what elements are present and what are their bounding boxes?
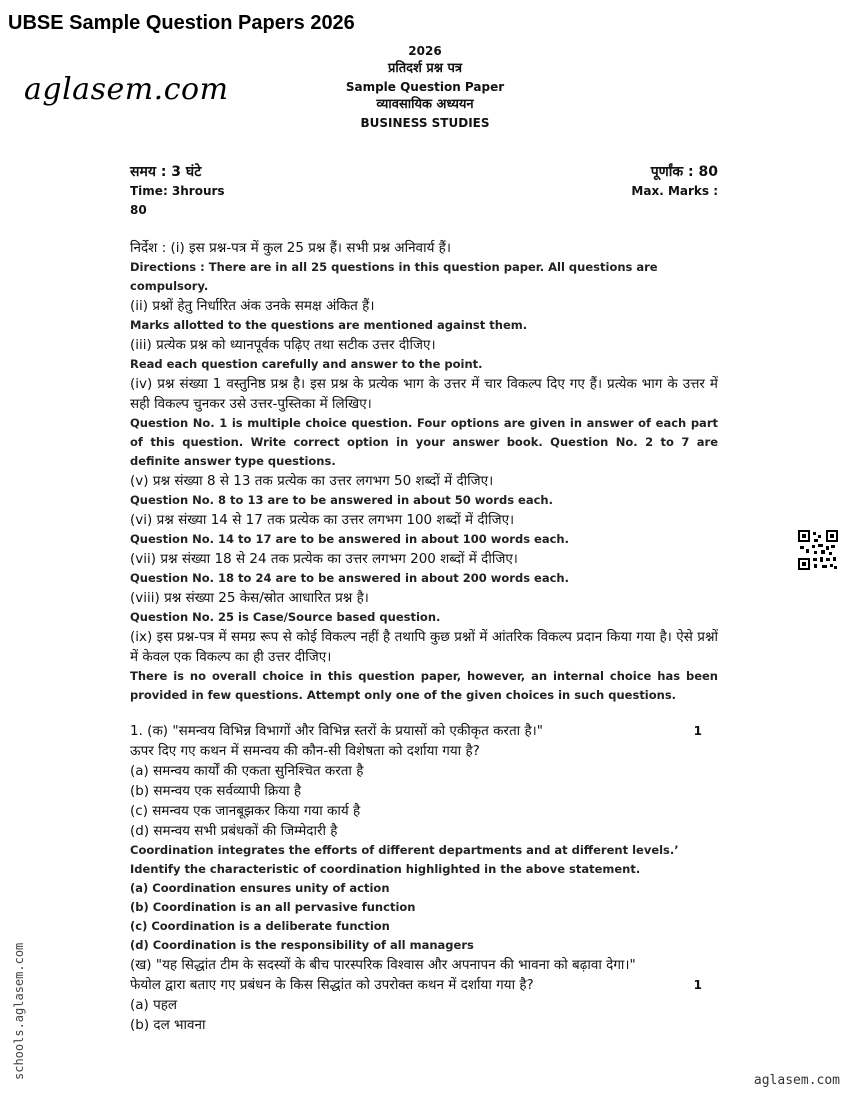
option-hi: (d) समन्वय सभी प्रबंधकों की जिम्मेदारी है [130,823,338,839]
subject-en: BUSINESS STUDIES [360,116,490,130]
direction-en: Marks allotted to the questions are mentioned against them. [130,318,528,332]
aglasem-logo: aglasem.com [24,72,229,107]
time-en: Time: 3hrours [130,184,225,198]
marks-en-value: 80 [130,203,147,217]
direction-en: Question No. 25 is Case/Source based question. [130,610,441,624]
time-hi: समय : 3 घंटे [130,164,202,180]
option-en: (b) Coordination is an all pervasive function [130,900,416,914]
paper-year: 2026 [408,44,442,58]
question-1a [130,721,718,955]
paper-content [130,238,718,1035]
option-hi: (c) समन्वय एक जानबूझकर किया गया कार्य है [130,803,361,819]
side-watermark-text: schools.aglasem.com [12,942,26,1080]
question-stem-hi: 1. (क) "समन्वय विभिन्न विभागों और विभिन्न स्तरों के प्रयासों को एकीकृत करता है।" [130,723,543,739]
question-marks: 1 [693,724,702,738]
question-text-hi: फेयोल द्वारा बताए गए प्रबंधन के किस सिद्धांत को उपरोक्त कथन में दर्शाया गया है? [130,977,534,993]
footer-watermark: aglasem.com [753,1073,840,1088]
question-stem-en: Coordination integrates the efforts of different departments and at different levels.’ [130,843,679,857]
direction-en: Question No. 14 to 17 are to be answered in about 100 words each. [130,532,569,546]
direction-en: Question No. 18 to 24 are to be answered in about 200 words each. [130,571,569,585]
question-text-en: Identify the characteristic of coordination highlighted in the above statement. [130,862,641,876]
paper-header [300,42,550,132]
option-en: (a) Coordination ensures unity of action [130,881,390,895]
direction-en: Read each question carefully and answer to the point. [130,357,483,371]
marks-value-row [130,203,718,217]
paper-title-en: Sample Question Paper [345,80,505,94]
direction-hi: (v) प्रश्न संख्या 8 से 13 तक प्रत्येक का उत्तर लगभग 50 शब्दों में दीजिए। [130,473,494,489]
direction-en: Directions : There are in all 25 questions in this question paper. All questions are compulsory. [130,260,658,293]
time-marks-hi-row [130,162,718,181]
option-hi: (a) समन्वय कार्यों की एकता सुनिश्चित करता है [130,763,364,779]
qr-code-icon[interactable] [798,530,838,570]
direction-hi: (vi) प्रश्न संख्या 14 से 17 तक प्रत्येक का उत्तर लगभग 100 शब्दों में दीजिए। [130,512,515,528]
direction-en: There is no overall choice in this question paper, however, an internal choice has been provided in few questions. Attempt only one of the given choices in such questions. [130,669,718,702]
qr-code-graphic [798,530,838,570]
question-stem-hi: (ख) "यह सिद्धांत टीम के सदस्यों के बीच पारस्परिक विश्वास और अपनापन की भावना को बढ़ावा देगा।" [130,957,636,973]
option-hi: (a) पहल [130,997,178,1013]
marks-en: Max. Marks : [631,184,718,198]
time-marks-en-row [130,184,718,198]
direction-hi: (ii) प्रश्नों हेतु निर्धारित अंक उनके समक्ष अंकित हैं। [130,298,375,314]
option-hi: (b) समन्वय एक सर्वव्यापी क्रिया है [130,783,302,799]
marks-hi: पूर्णांक : 80 [650,164,718,180]
direction-hi: (vii) प्रश्न संख्या 18 से 24 तक प्रत्येक का उत्तर लगभग 200 शब्दों में दीजिए। [130,551,518,567]
directions-section [130,238,718,705]
direction-hi: (ix) इस प्रश्न-पत्र में समग्र रूप से कोई विकल्प नहीं है तथापि कुछ प्रश्नों में आंतरिक विकल्प प्रदान किया गया है। ऐसे प्रश्नों में केवल एक विकल्प का ही उत्तर दीजिए। [130,629,718,665]
option-en: (d) Coordination is the responsibility of all managers [130,938,474,952]
direction-en: Question No. 8 to 13 are to be answered in about 50 words each. [130,493,553,507]
direction-en: Question No. 1 is multiple choice question. Four options are given in answer of each part of this question. Write correct option in your answer book. Question No. 2 to 7 are definite answer type questions. [130,416,718,468]
paper-title-hi: प्रतिदर्श प्रश्न पत्र [387,61,463,76]
question-1b [130,955,718,1035]
subject-hi: व्यावसायिक अध्ययन [376,97,474,112]
direction-hi: (viii) प्रश्न संख्या 25 केस/स्रोत आधारित प्रश्न है। [130,590,369,606]
option-hi: (b) दल भावना [130,1017,206,1033]
direction-hi: (iv) प्रश्न संख्या 1 वस्तुनिष्ठ प्रश्न है। इस प्रश्न के प्रत्येक भाग के उत्तर में चार विकल्प दिए गए हैं। प्रत्येक भाग के उत्तर में सही विकल्प चुनकर उसे उत्तर-पुस्तिका में लिखिए। [130,376,718,412]
option-en: (c) Coordination is a deliberate function [130,919,390,933]
direction-hi: निर्देश : (i) इस प्रश्न-पत्र में कुल 25 प्रश्न हैं। सभी प्रश्न अनिवार्य हैं। [130,240,451,256]
direction-hi: (iii) प्रत्येक प्रश्न को ध्यानपूर्वक पढ़िए तथा सटीक उत्तर दीजिए। [130,337,436,353]
page-banner: UBSE Sample Question Papers 2026 [8,12,355,34]
side-watermark [12,900,30,1080]
question-marks: 1 [693,978,702,992]
question-text-hi: ऊपर दिए गए कथन में समन्वय की कौन-सी विशेषता को दर्शाया गया है? [130,743,480,759]
